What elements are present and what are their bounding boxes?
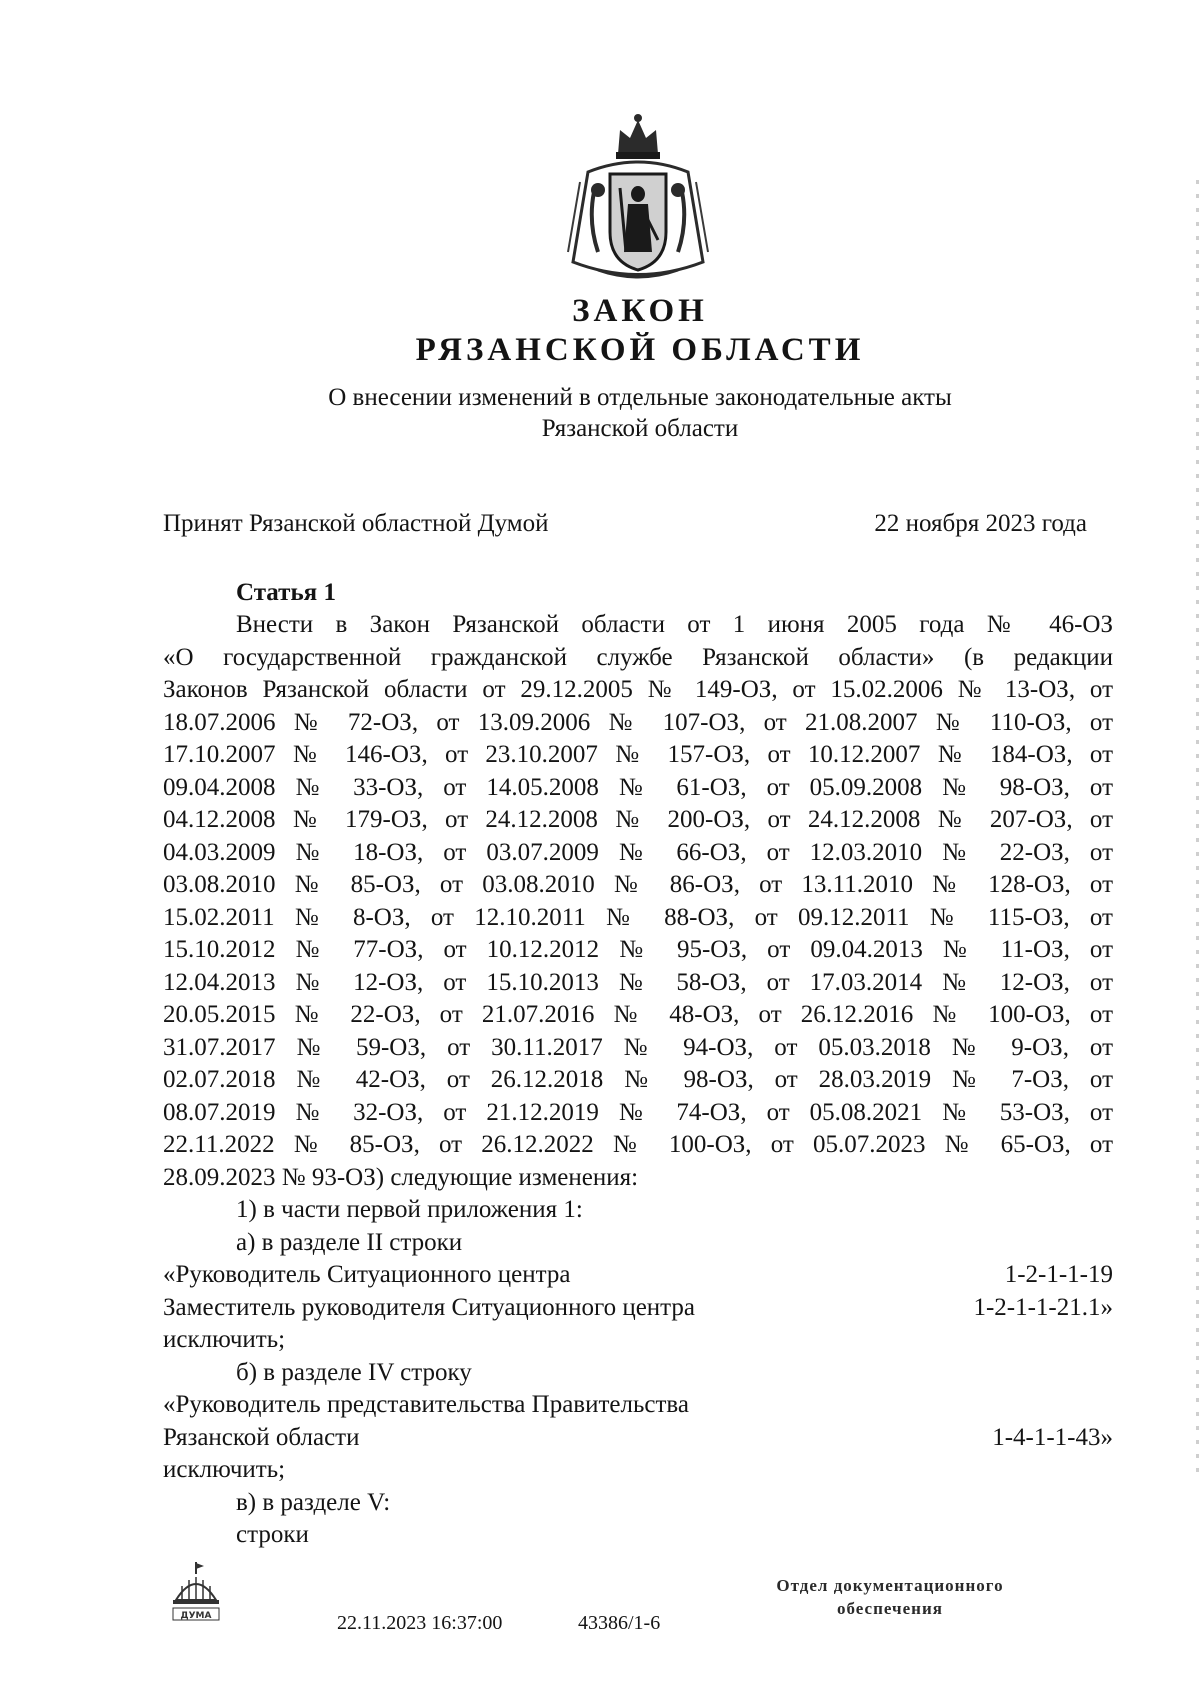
body-line: 20.05.2015 № 22-ОЗ, от 21.07.2016 № 48-ОЗ, от 26.12.2016 № 100-ОЗ, от [163,1001,1113,1028]
body-line: 12.04.2013 № 12-ОЗ, от 15.10.2013 № 58-ОЗ, от 17.03.2014 № 12-ОЗ, от [163,968,1113,996]
body-line: 09.04.2008 № 33-ОЗ, от 14.05.2008 № 61-ОЗ, от 05.09.2008 № 98-ОЗ, от [163,773,1113,801]
body-line: строки [236,1521,309,1548]
duma-logo-icon [170,1560,222,1624]
body-line: 17.10.2007 № 146-ОЗ, от 23.10.2007 № 157-ОЗ, от 10.12.2007 № 184-ОЗ, от [163,741,1113,768]
body-line: 02.07.2018 № 42-ОЗ, от 26.12.2018 № 98-ОЗ, от 28.03.2019 № 7-ОЗ, от [163,1066,1113,1093]
law-region-title: РЯЗАНСКОЙ ОБЛАСТИ [415,332,865,368]
position-row [163,1292,1113,1325]
body-line: «О государственной гражданской службе Рязанской области» (в редакции [163,643,1113,671]
law-title: ЗАКОН [572,293,708,329]
position-label: «Руководитель представительства Правительства [163,1391,689,1418]
duma-logo-text: ДУМА [180,1611,212,1621]
body-line: 18.07.2006 № 72-ОЗ, от 13.09.2006 № 107-ОЗ, от 21.08.2007 № 110-ОЗ, от [163,708,1113,736]
position-label: «Руководитель Ситуационного центра [163,1261,571,1288]
subtitle-line: Рязанской области [541,415,739,442]
coat-of-arms-icon [558,112,718,287]
footer-reg-number: 43386/1-6 [578,1612,661,1634]
position-code: 1-2-1-1-21.1» [973,1293,1113,1321]
adoption-label: Принят Рязанской областной Думой [163,510,549,537]
body-line: 08.07.2019 № 32-ОЗ, от 21.12.2019 № 74-ОЗ, от 05.08.2021 № 53-ОЗ, от [163,1098,1113,1126]
position-label: Заместитель руководителя Ситуационного центра [163,1293,696,1321]
body-line: 28.09.2023 № 93-ОЗ) следующие изменения: [163,1163,639,1191]
body-line: 03.08.2010 № 85-ОЗ, от 03.08.2010 № 86-ОЗ, от 13.11.2010 № 128-ОЗ, от [163,871,1113,898]
article-body [163,609,1113,1552]
body-line: 04.12.2008 № 179-ОЗ, от 24.12.2008 № 200-ОЗ, от 24.12.2008 № 207-ОЗ, от [163,806,1113,833]
position-code: 1-4-1-1-43» [992,1423,1113,1451]
adoption-date: 22 ноября 2023 года [874,510,1087,537]
body-line: 15.10.2012 № 77-ОЗ, от 10.12.2012 № 95-ОЗ, от 09.04.2013 № 11-ОЗ, от [163,936,1113,963]
body-line: Законов Рязанской области от 29.12.2005 № 149-ОЗ, от 15.02.2006 № 13-ОЗ, от [163,676,1113,703]
department-stamp [740,1574,1040,1620]
law-subtitle [0,382,1200,444]
article-title: Статья 1 [236,579,336,606]
body-line: Внести в Закон Рязанской области от 1 июня 2005 года № 46-ОЗ [236,611,1113,638]
body-line: 04.03.2009 № 18-ОЗ, от 03.07.2009 № 66-ОЗ, от 12.03.2010 № 22-ОЗ, от [163,838,1113,866]
footer-datetime: 22.11.2023 16:37:00 [337,1612,503,1634]
body-line: 15.02.2011 № 8-ОЗ, от 12.10.2011 № 88-ОЗ, от 09.12.2011 № 115-ОЗ, от [163,903,1113,931]
body-line: исключить; [163,1456,286,1483]
list-item: 1) в части первой приложения 1: [236,1196,583,1223]
stamp-line: обеспечения [837,1599,943,1618]
position-label: Рязанской области [163,1423,360,1451]
position-row [163,1422,1113,1455]
body-line: 31.07.2017 № 59-ОЗ, от 30.11.2017 № 94-ОЗ, от 05.03.2018 № 9-ОЗ, от [163,1033,1113,1061]
subtitle-line: О внесении изменений в отдельные законодательные акты [328,384,952,411]
position-code: 1-2-1-1-19 [1004,1261,1113,1288]
list-item: в) в разделе V: [236,1488,391,1516]
list-item: б) в разделе IV строку [236,1358,472,1386]
body-line: 22.11.2022 № 85-ОЗ, от 26.12.2022 № 100-ОЗ, от 05.07.2023 № 65-ОЗ, от [163,1131,1113,1158]
body-line: исключить; [163,1326,286,1353]
position-row [163,1259,1113,1292]
scan-edge-mark [1196,180,1199,1480]
stamp-line: Отдел документационного [776,1576,1004,1595]
list-item: а) в разделе II строки [236,1228,463,1256]
